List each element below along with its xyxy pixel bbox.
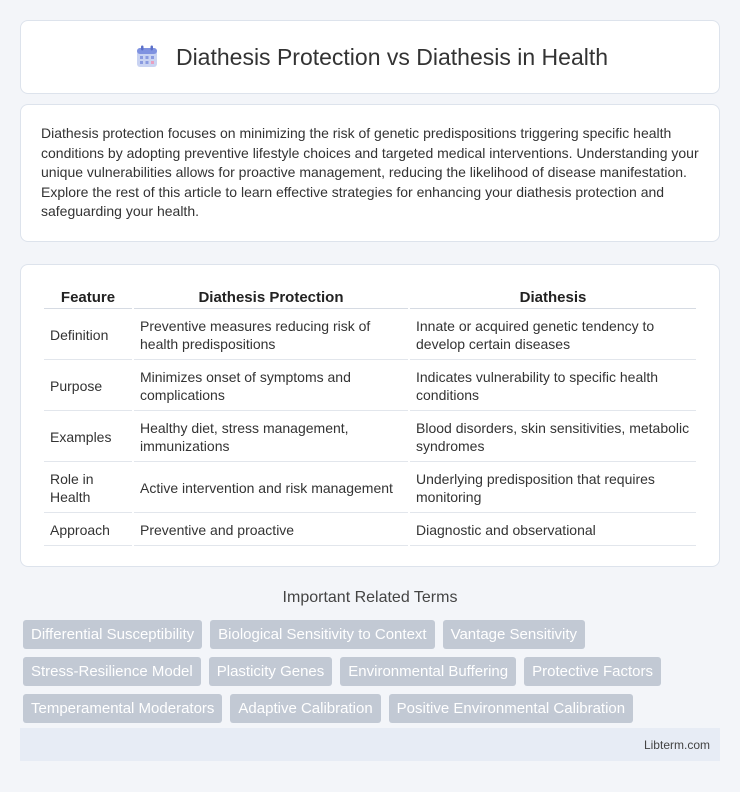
cell-feature: Examples (44, 411, 132, 462)
table-row (44, 513, 696, 546)
term-tag[interactable]: Temperamental Moderators (23, 694, 222, 723)
term-tag[interactable]: Adaptive Calibration (230, 694, 380, 723)
table-header-row (44, 285, 696, 309)
cell-protection: Active intervention and risk management (134, 462, 408, 513)
table-row (44, 462, 696, 513)
term-tag[interactable]: Environmental Buffering (340, 657, 516, 686)
page-header (20, 20, 720, 94)
table-row (44, 411, 696, 462)
term-tag[interactable]: Protective Factors (524, 657, 661, 686)
cell-protection: Minimizes onset of symptoms and complications (134, 360, 408, 411)
table-row (44, 309, 696, 360)
term-tag[interactable]: Stress-Resilience Model (23, 657, 201, 686)
calendar-grid-icon (132, 42, 162, 72)
term-tag[interactable]: Biological Sensitivity to Context (210, 620, 434, 649)
header-diathesis-protection: Diathesis Protection (134, 285, 408, 309)
page-title: Diathesis Protection vs Diathesis in Health (175, 43, 609, 70)
term-tag[interactable]: Plasticity Genes (209, 657, 333, 686)
cell-diathesis: Underlying predisposition that requires monitoring (410, 462, 696, 513)
cell-diathesis: Innate or acquired genetic tendency to develop certain diseases (410, 309, 696, 360)
term-tag[interactable]: Positive Environmental Calibration (389, 694, 633, 723)
cell-feature: Definition (44, 309, 132, 360)
cell-protection: Preventive measures reducing risk of health predispositions (134, 309, 408, 360)
cell-feature: Role in Health (44, 462, 132, 513)
comparison-table-card (20, 264, 720, 567)
term-tag[interactable]: Differential Susceptibility (23, 620, 202, 649)
cell-protection: Healthy diet, stress management, immunizations (134, 411, 408, 462)
header-feature: Feature (44, 285, 132, 309)
header-diathesis: Diathesis (410, 285, 696, 309)
cell-diathesis: Indicates vulnerability to specific health conditions (410, 360, 696, 411)
comparison-table (42, 285, 698, 546)
related-terms-title: Important Related Terms (282, 588, 458, 606)
cell-feature: Approach (44, 513, 132, 546)
cell-diathesis: Blood disorders, skin sensitivities, metabolic syndromes (410, 411, 696, 462)
intro-text: Diathesis protection focuses on minimizing the risk of genetic predispositions triggering specific health conditions by adopting preventive lifestyle choices and targeted medical interventions. Understanding your unique vulnerabilities allows for proactive management, reducing the likelihood of disease manifestation. Explore the rest of this article to learn effective strategies for enhancing your diathesis protection and safeguarding your health. (41, 125, 699, 219)
footer (20, 728, 720, 761)
related-terms-list (20, 620, 720, 723)
footer-brand-link[interactable]: Libterm.com (643, 737, 710, 752)
cell-diathesis: Diagnostic and observational (410, 513, 696, 546)
cell-feature: Purpose (44, 360, 132, 411)
cell-protection: Preventive and proactive (134, 513, 408, 546)
term-tag[interactable]: Vantage Sensitivity (443, 620, 585, 649)
table-row (44, 360, 696, 411)
intro-card (20, 104, 720, 242)
